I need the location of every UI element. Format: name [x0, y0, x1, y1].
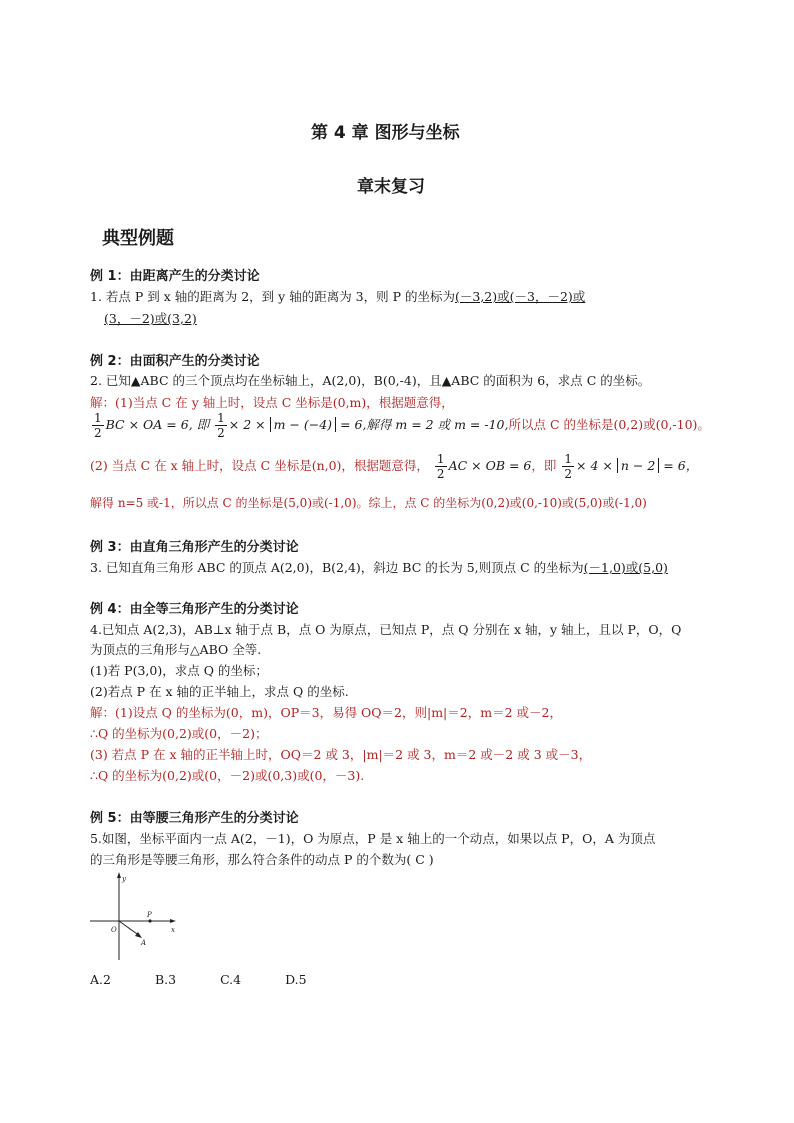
example-2-solution-2: (2) 当点 C 在 x 轴上时，设点 C 坐标是(n,0)，根据题意得， $\frac{1}{2}$ AC × OB = 6，即 $\frac{1}{2}$ × 4 × n − 2 = 6， — [90, 452, 699, 481]
example-2-solution-1: 解：(1)当点 C 在 y 轴上时，设点 C 坐标是(0,m)，根据题意得， — [90, 395, 454, 410]
example-4-part-2: (2)若点 P 在 x 轴的正半轴上，求点 Q 的坐标. — [90, 684, 349, 699]
point-p-label: P — [147, 911, 152, 919]
example-4-solution-4: ∴Q 的坐标为(0,2)或(0，－2)或(0,3)或(0，－3). — [90, 768, 365, 783]
example-5-question-2: 的三角形是等腰三角形，那么符合条件的动点 P 的个数为( C ) — [90, 852, 434, 867]
chapter-subtitle: 章末复习 — [357, 177, 425, 197]
example-4-part-1: (1)若 P(3,0)，求点 Q 的坐标； — [90, 663, 268, 678]
example-1-question: 1. 若点 P 到 x 轴的距离为 2，到 y 轴的距离为 3，则 P 的坐标为(－3,2)或(－3，－2)或 — [90, 289, 586, 304]
example-3-answer: (－1,0)或(5,0) — [583, 560, 668, 575]
example-1-answer-cont: (3，－2)或(3,2) — [104, 311, 197, 326]
example-2-equation-1: $\frac{1}{2}$ BC × OA = 6, 即 $\frac{1}{2}$ × 2 × m − (−4) = 6,解得 m = 2 或 m = -10,所以点 C 的坐标是(0,2)或(0,-10)。 — [94, 411, 710, 440]
coordinate-figure — [88, 870, 188, 962]
example-4-question-2: 为顶点的三角形与△ABO 全等. — [90, 642, 262, 657]
y-axis-arrow — [117, 872, 121, 878]
example-4-solution-3: (3) 若点 P 在 x 轴的正半轴上时，OQ＝2 或 3，|m|＝2 或 3，m＝2 或－2 或 3 或－3， — [90, 747, 592, 762]
choice-d: D.5 — [285, 972, 307, 987]
example-3-question: 3. 已知直角三角形 ABC 的顶点 A(2,0)，B(2,4)，斜边 BC 的长为 5,则顶点 C 的坐标为(－1,0)或(5,0) — [90, 560, 668, 575]
x-axis-arrow — [170, 919, 176, 923]
point-p-marker — [148, 919, 151, 922]
origin-label: O — [111, 926, 117, 934]
example-5-heading: 例 5：由等腰三角形产生的分类讨论 — [90, 811, 299, 826]
fraction-half: $\frac{1}{2}$ — [436, 452, 445, 481]
fraction-half: $\frac{1}{2}$ — [94, 411, 102, 440]
example-4-solution-2: ∴Q 的坐标为(0,2)或(0，－2)； — [90, 726, 268, 741]
absolute-value: m − (−4) — [270, 417, 336, 432]
fraction-half: $\frac{1}{2}$ — [564, 452, 573, 481]
point-a-label: A — [141, 939, 147, 947]
example-2-solution-3: 解得 n=5 或-1，所以点 C 的坐标是(5,0)或(-1,0)。综上，点 C 的坐标为(0,2)或(0,-10)或(5,0)或(-1,0) — [90, 496, 647, 510]
x-axis-label: x — [171, 926, 175, 934]
choice-b: B.3 — [154, 972, 177, 987]
example-3-heading: 例 3：由直角三角形产生的分类讨论 — [90, 540, 299, 555]
chapter-title: 第 4 章 图形与坐标 — [311, 123, 460, 143]
absolute-value: n − 2 — [617, 458, 659, 473]
example-4-solution-1: 解：(1)设点 Q 的坐标为(0，m)，OP＝3，易得 OQ＝2，则|m|＝2，m＝2 或－2， — [90, 705, 562, 720]
example-2-heading: 例 2：由面积产生的分类讨论 — [90, 354, 260, 369]
example-1-heading: 例 1：由距离产生的分类讨论 — [90, 269, 260, 284]
fraction-half: $\frac{1}{2}$ — [217, 411, 225, 440]
example-1-answer: (－3,2)或(－3，－2)或 — [454, 289, 586, 304]
choice-c: C.4 — [220, 972, 242, 987]
y-axis-label: y — [122, 875, 126, 883]
example-5-choices — [90, 972, 347, 987]
example-5-question-1: 5.如图，坐标平面内一点 A(2，－1)，O 为原点，P 是 x 轴上的一个动点，如果以点 P，O，A 为顶点 — [90, 831, 656, 846]
example-4-heading: 例 4：由全等三角形产生的分类讨论 — [90, 602, 299, 617]
choice-a: A.2 — [90, 972, 111, 987]
example-2-question: 2. 已知▲ABC 的三个顶点均在坐标轴上，A(2,0)，B(0,-4)，且▲ABC 的面积为 6，求点 C 的坐标。 — [90, 373, 651, 388]
example-4-question-1: 4.已知点 A(2,3)，AB⊥x 轴于点 B，点 O 为原点，已知点 P，点 Q 分别在 x 轴，y 轴上，且以 P，O，Q — [90, 622, 682, 637]
section-heading: 典型例题 — [102, 228, 174, 249]
